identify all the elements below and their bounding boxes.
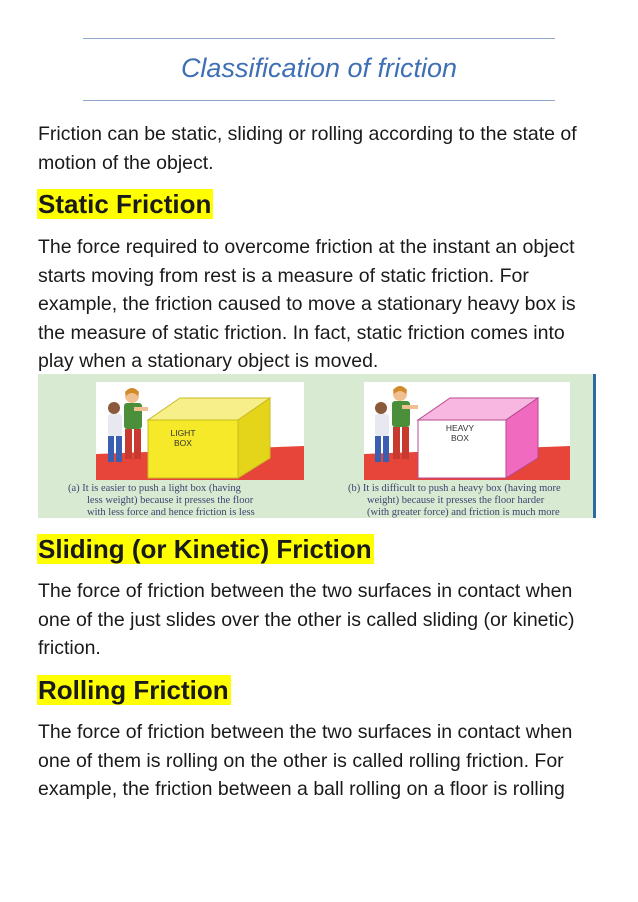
heavy-box-label-1: HEAVY bbox=[445, 423, 475, 433]
caption-a-line-3: with less force and hence friction is less bbox=[87, 507, 255, 518]
page-title: Classification of friction bbox=[180, 53, 458, 83]
sliding-friction-paragraph: The force of friction between the two surfaces in contact when one of the just slides over the other is called sliding (or kinetic) friction. bbox=[38, 580, 575, 660]
friction-illustration bbox=[38, 374, 596, 518]
caption-b-line-1: (b) It is difficult to push a heavy box (having more bbox=[348, 483, 561, 494]
heavy-box-label-2: BOX bbox=[451, 433, 469, 443]
light-box-label-2: BOX bbox=[174, 438, 192, 448]
title-rule-bottom bbox=[83, 100, 555, 101]
light-box-label-1: LIGHT bbox=[170, 428, 196, 438]
rolling-friction-heading-text: Rolling Friction bbox=[38, 675, 229, 705]
caption-a-line-1: (a) It is easier to push a light box (having bbox=[68, 483, 241, 494]
intro-paragraph: Friction can be static, sliding or rolling according to the state of motion of the object. bbox=[38, 123, 577, 174]
caption-a-line-2: less weight) because it presses the floor bbox=[87, 495, 254, 506]
static-friction-paragraph: The force required to overcome friction at the instant an object starts moving from rest is a measure of static friction. For example, the friction caused to move a stationary heavy box is the measure of static friction. In fact, static friction comes into play when a stationary object is moved. bbox=[38, 236, 576, 373]
caption-b-line-3: (with greater force) and friction is much more bbox=[367, 507, 560, 518]
static-friction-heading-text: Static Friction bbox=[38, 189, 212, 219]
rolling-friction-heading bbox=[37, 673, 231, 707]
sliding-friction-heading-text: Sliding (or Kinetic) Friction bbox=[38, 534, 372, 564]
rolling-friction-paragraph: The force of friction between the two surfaces in contact when one of them is rolling on the other is called rolling friction. For example, the friction between a ball rolling on a floor is rolling bbox=[38, 721, 573, 801]
caption-b-line-2: weight) because it presses the floor harder bbox=[367, 495, 545, 506]
caption-b bbox=[348, 483, 592, 518]
caption-a bbox=[68, 483, 318, 518]
sliding-friction-heading bbox=[37, 532, 374, 566]
static-friction-heading bbox=[37, 187, 213, 221]
title-rule-top bbox=[83, 38, 555, 39]
